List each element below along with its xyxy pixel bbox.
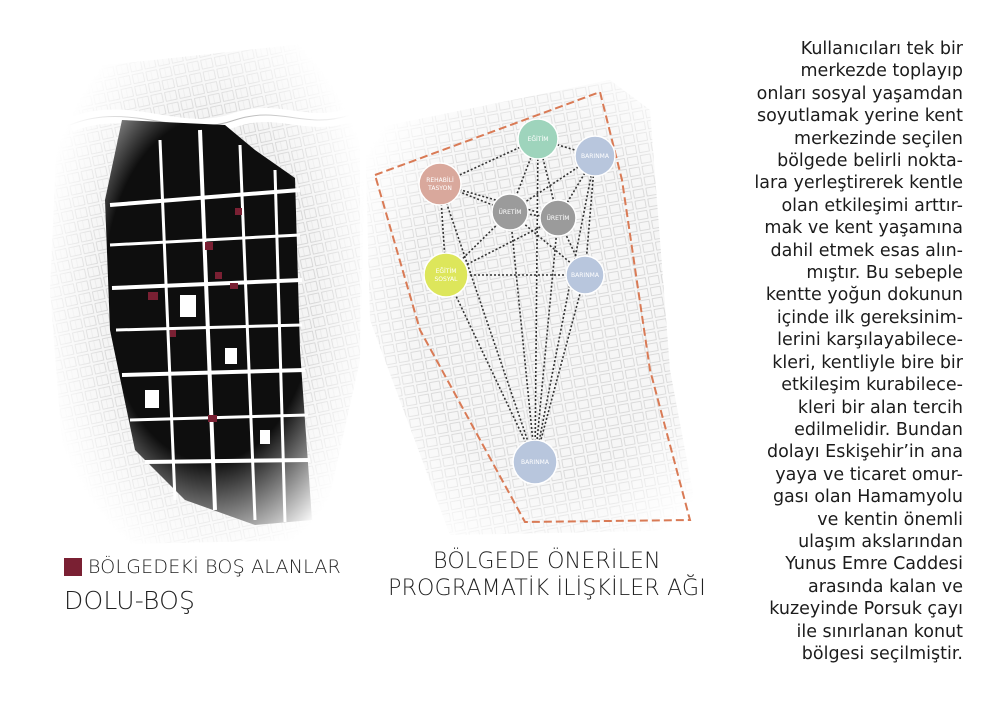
description-line: yaya ve ticaret omur- [775, 464, 963, 485]
node-barinma-mid-label: BARINMA [571, 272, 599, 279]
description-line: ile sınırlanan konut [796, 621, 963, 642]
node-uretim-1 [492, 194, 528, 230]
description-line: gası olan Hamamyolu [772, 487, 963, 508]
right-map-title-line-1: BÖLGEDE ÖNERİLEN [433, 549, 661, 574]
description-line: mak ve kent yaşamına [764, 218, 963, 239]
description-line: dahil etmek esas alın- [770, 240, 963, 261]
empty-area-swatch [64, 558, 82, 576]
description-line: lerini karşılayabilece- [777, 330, 963, 351]
right-map-title [382, 548, 712, 602]
description-line: lara yerleştirerek kentle [754, 173, 963, 194]
node-rehabilitasyon-label-2: TASYON [428, 185, 452, 192]
node-egitim [518, 119, 558, 159]
description-line: kleri, kentliyle bire bir [772, 352, 963, 373]
solid-void-map [50, 30, 370, 550]
description-text [735, 38, 963, 665]
legend [64, 556, 341, 578]
node-barinma-mid [566, 256, 604, 294]
description-line: ve kentin önemli [817, 509, 963, 530]
description-line: merkezde toplayıp [800, 61, 963, 82]
description-line: Kullanıcıları tek bir [800, 39, 963, 59]
description-line: kentte yoğun dokunun [765, 285, 963, 306]
description-line: bölgede belirli nokta- [777, 151, 963, 172]
description-line: olan etkileşimi arttır- [781, 195, 963, 216]
right-map-title-line-2: PROGRAMATİK İLİŞKİLER AĞI [388, 576, 706, 601]
node-egitim-sosyal-label-1: EĞİTİM [435, 268, 457, 275]
node-uretim-1-label: ÜRETİM [498, 209, 522, 216]
node-egitim-sosyal-label-2: SOSYAL [434, 276, 458, 283]
node-uretim-2 [540, 200, 576, 236]
description-line: dolayı Eskişehir’in ana [766, 442, 963, 463]
description-line: bölgesi seçilmiştir. [801, 643, 963, 664]
node-uretim-2-label: ÜRETİM [546, 215, 570, 222]
description-line: merkezinde seçilen [794, 128, 963, 149]
node-rehabilitasyon-label-1: REHABİLİ [426, 177, 454, 184]
description-line: içinde ilk gereksinim- [776, 307, 963, 328]
node-barinma-top [575, 136, 615, 176]
description-line: Yunus Emre Caddesi [785, 554, 963, 575]
left-map-title: DOLU-BOŞ [64, 586, 196, 615]
description-line: ulaşım akslarından [798, 531, 963, 552]
node-egitim-label: EĞİTİM [527, 136, 549, 143]
description-line: onları sosyal yaşamdan [756, 83, 963, 104]
description-line: arasında kalan ve [807, 576, 963, 597]
legend-label: BÖLGEDEKİ BOŞ ALANLAR [88, 556, 341, 578]
description-line: soyutlamak yerine kent [756, 106, 963, 127]
description-line: edilmelidir. Bundan [794, 419, 963, 440]
node-egitim-sosyal [424, 253, 468, 297]
node-barinma-bottom-label: BARINMA [521, 459, 549, 466]
description-line: kuzeyinde Porsuk çayı [769, 599, 963, 620]
node-barinma-top-label: BARINMA [581, 153, 609, 160]
description-line: etkileşim kurabilece- [781, 375, 963, 396]
node-rehabilitasyon [419, 163, 461, 205]
description-line: mıştır. Bu sebeple [806, 263, 963, 284]
description-line: kleri bir alan tercih [797, 397, 963, 418]
node-barinma-bottom [513, 440, 557, 484]
programmatic-network-map [360, 70, 730, 540]
